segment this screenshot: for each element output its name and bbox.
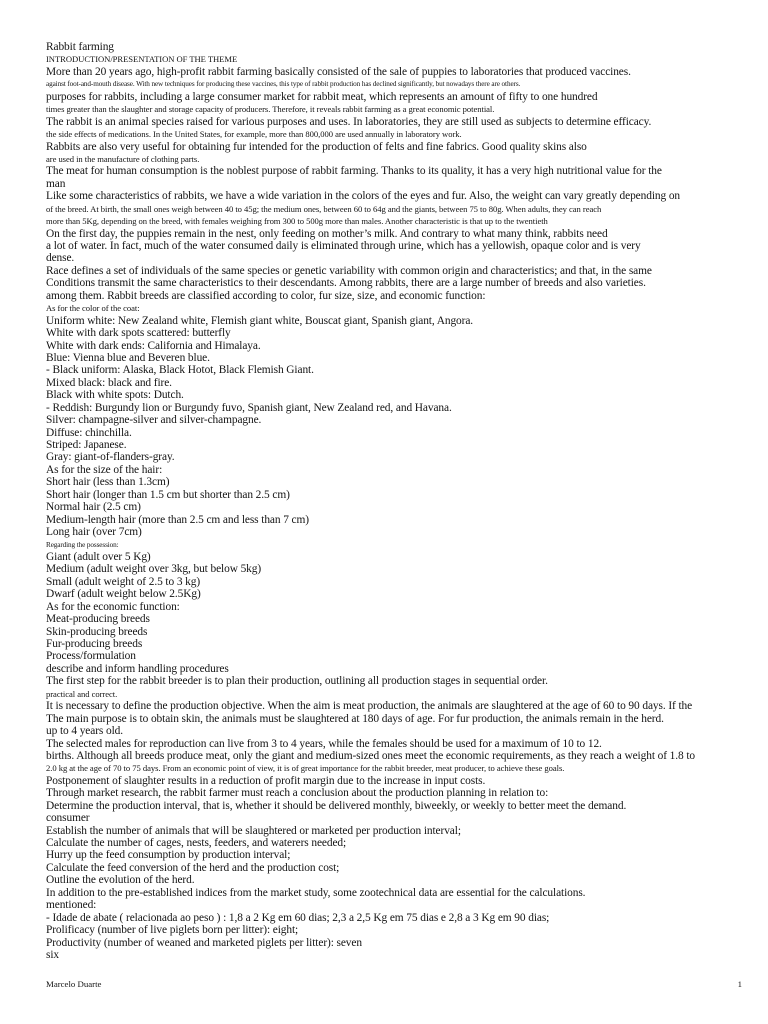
text-line: Outline the evolution of the herd. bbox=[46, 874, 195, 887]
text-line: - Reddish: Burgundy lion or Burgundy fuvo, Spanish giant, New Zealand red, and Havana. bbox=[46, 401, 452, 414]
text-line: Normal hair (2.5 cm) bbox=[46, 501, 141, 514]
text-line: Productivity (number of weaned and marketed piglets per litter): seven bbox=[46, 936, 362, 949]
text-line: The main purpose is to obtain skin, the animals must be slaughtered at 180 days of age. For fur production, the animals remain in the herd. bbox=[46, 712, 664, 725]
text-line: Diffuse: chinchilla. bbox=[46, 426, 132, 439]
document-body bbox=[46, 41, 746, 961]
text-line: times greater than the slaughter and storage capacity of producers. Therefore, it reveals rabbit farming as a great economic potential. bbox=[46, 104, 495, 115]
text-line: purposes for rabbits, including a large consumer market for rabbit meat, which represents an amount of fifty to one hundred bbox=[46, 90, 598, 103]
text-line: Uniform white: New Zealand white, Flemish giant white, Bouscat giant, Spanish giant, Angora. bbox=[46, 314, 474, 327]
text-line: It is necessary to define the production objective. When the aim is meat production, the animals are slaughtered at the age of 60 to 90 days. If the bbox=[46, 700, 693, 713]
text-line: Rabbits are also very useful for obtaining fur intended for the production of felts and fine fabrics. Good quality skins also bbox=[46, 140, 587, 153]
text-line: Prolificacy (number of live piglets born per litter): eight; bbox=[46, 924, 299, 937]
text-line: Blue: Vienna blue and Beveren blue. bbox=[46, 351, 210, 364]
text-line: Mixed black: black and fire. bbox=[46, 376, 172, 389]
text-line: of the breed. At birth, the small ones weigh between 40 to 45g; the medium ones, between 60 to 64g and the giants, between 75 to 80g. When adults, they can reach bbox=[46, 203, 602, 214]
text-line: Black with white spots: Dutch. bbox=[46, 389, 184, 402]
text-line: Conditions transmit the same characteristics to their descendants. Among rabbits, there are a large number of breeds and also varieties. bbox=[46, 277, 646, 290]
text-line: Medium (adult weight over 3kg, but below 5kg) bbox=[46, 563, 262, 576]
text-line: The meat for human consumption is the noblest purpose of rabbit farming. Thanks to its quality, it has a very high nutritional value for the bbox=[46, 165, 662, 178]
text-line: 2.0 kg at the age of 70 to 75 days. From an economic point of view, it is of great importance for the rabbit breeder, meat producer, to achieve these goals. bbox=[46, 763, 565, 774]
text-line: INTRODUCTION/PRESENTATION OF THE THEME bbox=[46, 54, 238, 65]
text-line: On the first day, the puppies remain in the nest, only feeding on mother’s milk. And contrary to what many think, rabbits need bbox=[46, 227, 608, 240]
text-line: - Black uniform: Alaska, Black Hotot, Black Flemish Giant. bbox=[46, 364, 314, 377]
text-line: Fur-producing breeds bbox=[46, 638, 143, 650]
text-line: Dwarf (adult weight below 2.5Kg) bbox=[46, 588, 201, 601]
text-line: are used in the manufacture of clothing parts. bbox=[46, 153, 200, 164]
text-line: Short hair (less than 1.3cm) bbox=[46, 476, 170, 489]
text-line: Small (adult weight of 2.5 to 3 kg) bbox=[46, 575, 201, 588]
text-line: White with dark spots scattered: butterfly bbox=[46, 327, 231, 340]
text-line: Medium-length hair (more than 2.5 cm and less than 7 cm) bbox=[46, 513, 309, 526]
text-line: As for the color of the coat: bbox=[46, 303, 140, 314]
text-line: Determine the production interval, that is, whether it should be delivered monthly, biweekly, or weekly to better meet the demand. bbox=[46, 799, 627, 812]
text-line: Gray: giant-of-flanders-gray. bbox=[46, 451, 175, 464]
text-line: up to 4 years old. bbox=[46, 725, 123, 738]
text-line: man bbox=[46, 177, 66, 190]
text-line: practical and correct. bbox=[46, 688, 118, 699]
text-line: against foot-and-mouth disease. With new techniques for producing these vaccines, this type of rabbit production has declined significantly, but nowadays there are others. bbox=[46, 80, 521, 89]
footer-author: Marcelo Duarte bbox=[46, 979, 102, 989]
text-line: More than 20 years ago, high-profit rabbit farming basically consisted of the sale of puppies to laboratories that produced vaccines. bbox=[46, 65, 631, 78]
text-line: Calculate the number of cages, nests, feeders, and waterers needed; bbox=[46, 837, 347, 849]
text-line: Calculate the feed conversion of the herd and the production cost; bbox=[46, 861, 340, 874]
text-line: a lot of water. In fact, much of the water consumed daily is eliminated through urine, which has a yellowish, opaque color and is very bbox=[46, 240, 641, 252]
text-line: - Idade de abate ( relacionada ao peso ) : 1,8 a 2 Kg em 60 dias; 2,3 a 2,5 Kg em 75 dias e 2,8 a 3 Kg em 90 dias; bbox=[46, 911, 550, 924]
text-line: Race defines a set of individuals of the same species or genetic variability with common origin and characteristics; and that, in the same bbox=[46, 264, 652, 277]
text-line: Striped: Japanese. bbox=[46, 439, 127, 451]
text-line: Giant (adult over 5 Kg) bbox=[46, 550, 151, 563]
text-line: Establish the number of animals that will be slaughtered or marketed per production interval; bbox=[46, 824, 461, 837]
text-line: Long hair (over 7cm) bbox=[46, 526, 142, 539]
text-line: mentioned: bbox=[46, 899, 97, 912]
text-line: describe and inform handling procedures bbox=[46, 662, 229, 675]
text-line: births. Although all breeds produce meat, only the giant and medium-sized ones meet the economic requirements, as they reach a weight of 1.8 to bbox=[46, 749, 696, 762]
text-line: The rabbit is an animal species raised for various purposes and uses. In laboratories, they are still used as subjects to determine efficacy. bbox=[46, 115, 652, 128]
text-line: Meat-producing breeds bbox=[46, 613, 150, 626]
text-line: As for the economic function: bbox=[46, 600, 180, 613]
text-line: among them. Rabbit breeds are classified according to color, fur size, size, and economic function: bbox=[46, 289, 486, 302]
text-line: more than 5Kg, depending on the breed, with females weighing from 300 to 500g more than males. Another characteristic is that up to the twentieth bbox=[46, 216, 548, 227]
text-line: Process/formulation bbox=[46, 650, 136, 663]
text-line: Rabbit farming bbox=[46, 41, 114, 53]
text-line: Like some characteristics of rabbits, we have a wide variation in the colors of the eyes and fur. Also, the weight can vary greatly depending on bbox=[46, 190, 681, 203]
text-line: the side effects of medications. In the United States, for example, more than 800,000 are used annually in laboratory work. bbox=[46, 129, 462, 140]
text-line: The selected males for reproduction can live from 3 to 4 years, while the females should be used for a maximum of 10 to 12. bbox=[46, 737, 602, 750]
text-line: Short hair (longer than 1.5 cm but shorter than 2.5 cm) bbox=[46, 488, 290, 501]
text-line: As for the size of the hair: bbox=[46, 463, 163, 476]
text-line: Regarding the possession: bbox=[46, 540, 119, 549]
text-line: Hurry up the feed consumption by production interval; bbox=[46, 849, 291, 862]
text-line: In addition to the pre-established indices from the market study, some zootechnical data are essential for the calculations. bbox=[46, 886, 586, 899]
text-line: Postponement of slaughter results in a reduction of profit margin due to the increase in input costs. bbox=[46, 774, 486, 787]
text-line: White with dark ends: California and Himalaya. bbox=[46, 339, 261, 352]
text-line: dense. bbox=[46, 252, 75, 265]
text-line: six bbox=[46, 948, 59, 961]
text-line: consumer bbox=[46, 812, 90, 825]
text-line: Through market research, the rabbit farmer must reach a conclusion about the production planning in relation to: bbox=[46, 787, 549, 800]
text-line: Silver: champagne-silver and silver-champagne. bbox=[46, 414, 262, 427]
text-line: Skin-producing breeds bbox=[46, 625, 148, 638]
page-number: 1 bbox=[737, 979, 742, 989]
text-line: The first step for the rabbit breeder is to plan their production, outlining all production stages in sequential order. bbox=[46, 675, 548, 688]
